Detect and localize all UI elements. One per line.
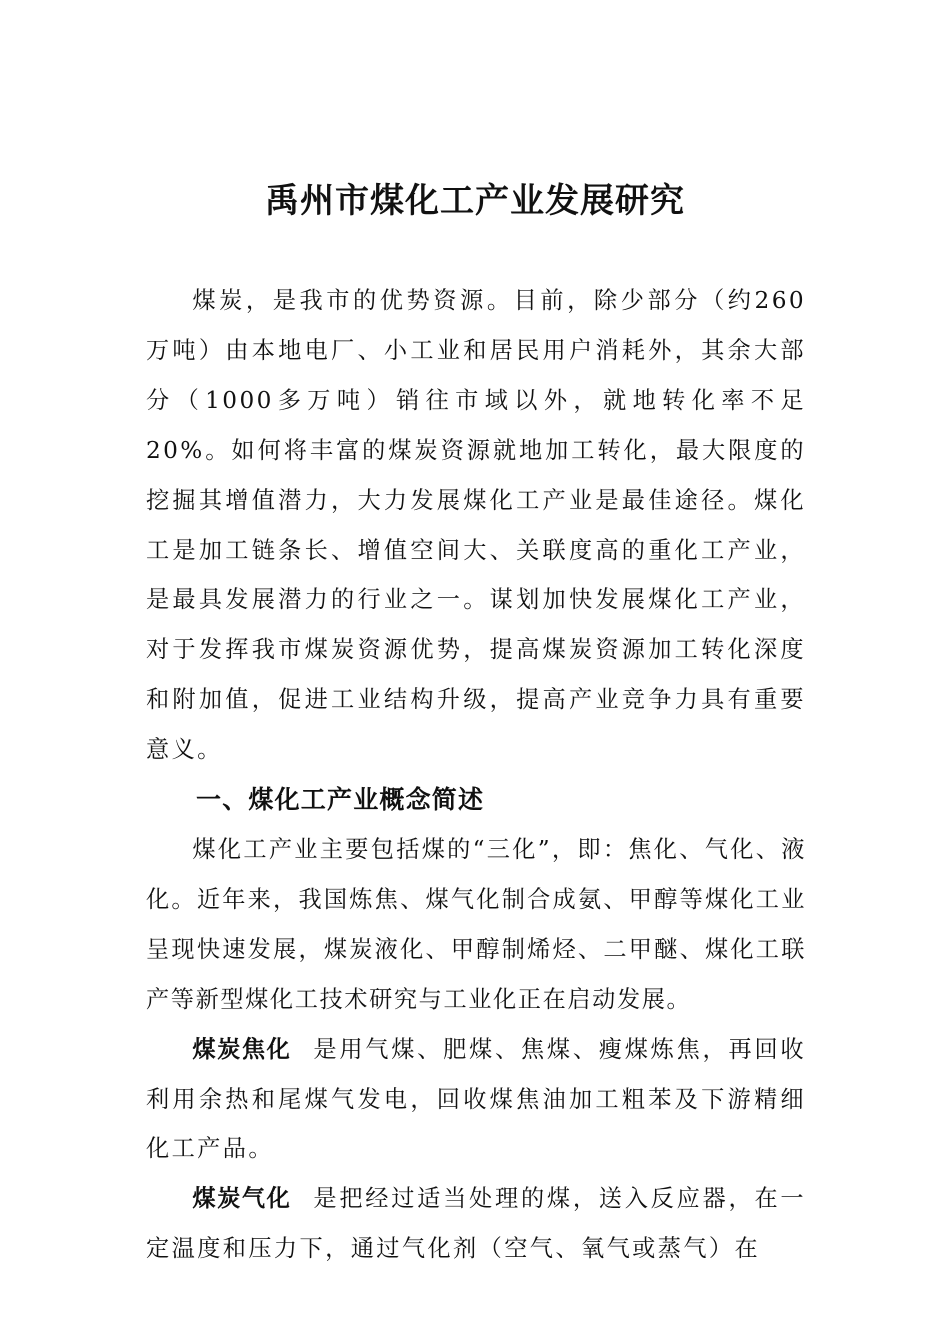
coking-paragraph: [146, 1025, 806, 1175]
concept-paragraph: 煤化工产业主要包括煤的“三化”，即：焦化、气化、液化。近年来，我国炼焦、煤气化制合成氨、甲醇等煤化工业呈现快速发展，煤炭液化、甲醇制烯烃、二甲醚、煤化工联产等新型煤化工技术研究与工业化正在启动发展。: [146, 835, 806, 1013]
section-heading-concept: 一、煤化工产业概念简述: [196, 785, 485, 815]
gasification-paragraph: [146, 1174, 806, 1274]
gasification-text: 是把经过适当处理的煤，送入反应器，在一定温度和压力下，通过气化剂（空气、氧气或蒸气）在: [146, 1185, 806, 1263]
coking-text: 是用气煤、肥煤、焦煤、瘦煤炼焦，再回收利用余热和尾煤气发电，回收煤焦油加工粗苯及下游精细化工产品。: [146, 1035, 806, 1163]
intro-paragraph: 煤炭，是我市的优势资源。目前，除少部分（约260万吨）由本地电厂、小工业和居民用户消耗外，其余大部分（1000多万吨）销往市域以外，就地转化率不足20%。如何将丰富的煤炭资源就地加工转化，最大限度的挖掘其增值潜力，大力发展煤化工产业是最佳途径。煤化工是加工链条长、增值空间大、关联度高的重化工产业，是最具发展潜力的行业之一。谋划加快发展煤化工产业，对于发挥我市煤炭资源优势，提高煤炭资源加工转化深度和附加值，促进工业结构升级，提高产业竞争力具有重要意义。: [146, 287, 806, 764]
document-body: [146, 276, 806, 1274]
document-title: 禹州市煤化工产业发展研究: [265, 181, 685, 221]
gasification-term: 煤炭气化: [192, 1185, 292, 1213]
coking-term: 煤炭焦化: [192, 1035, 292, 1063]
